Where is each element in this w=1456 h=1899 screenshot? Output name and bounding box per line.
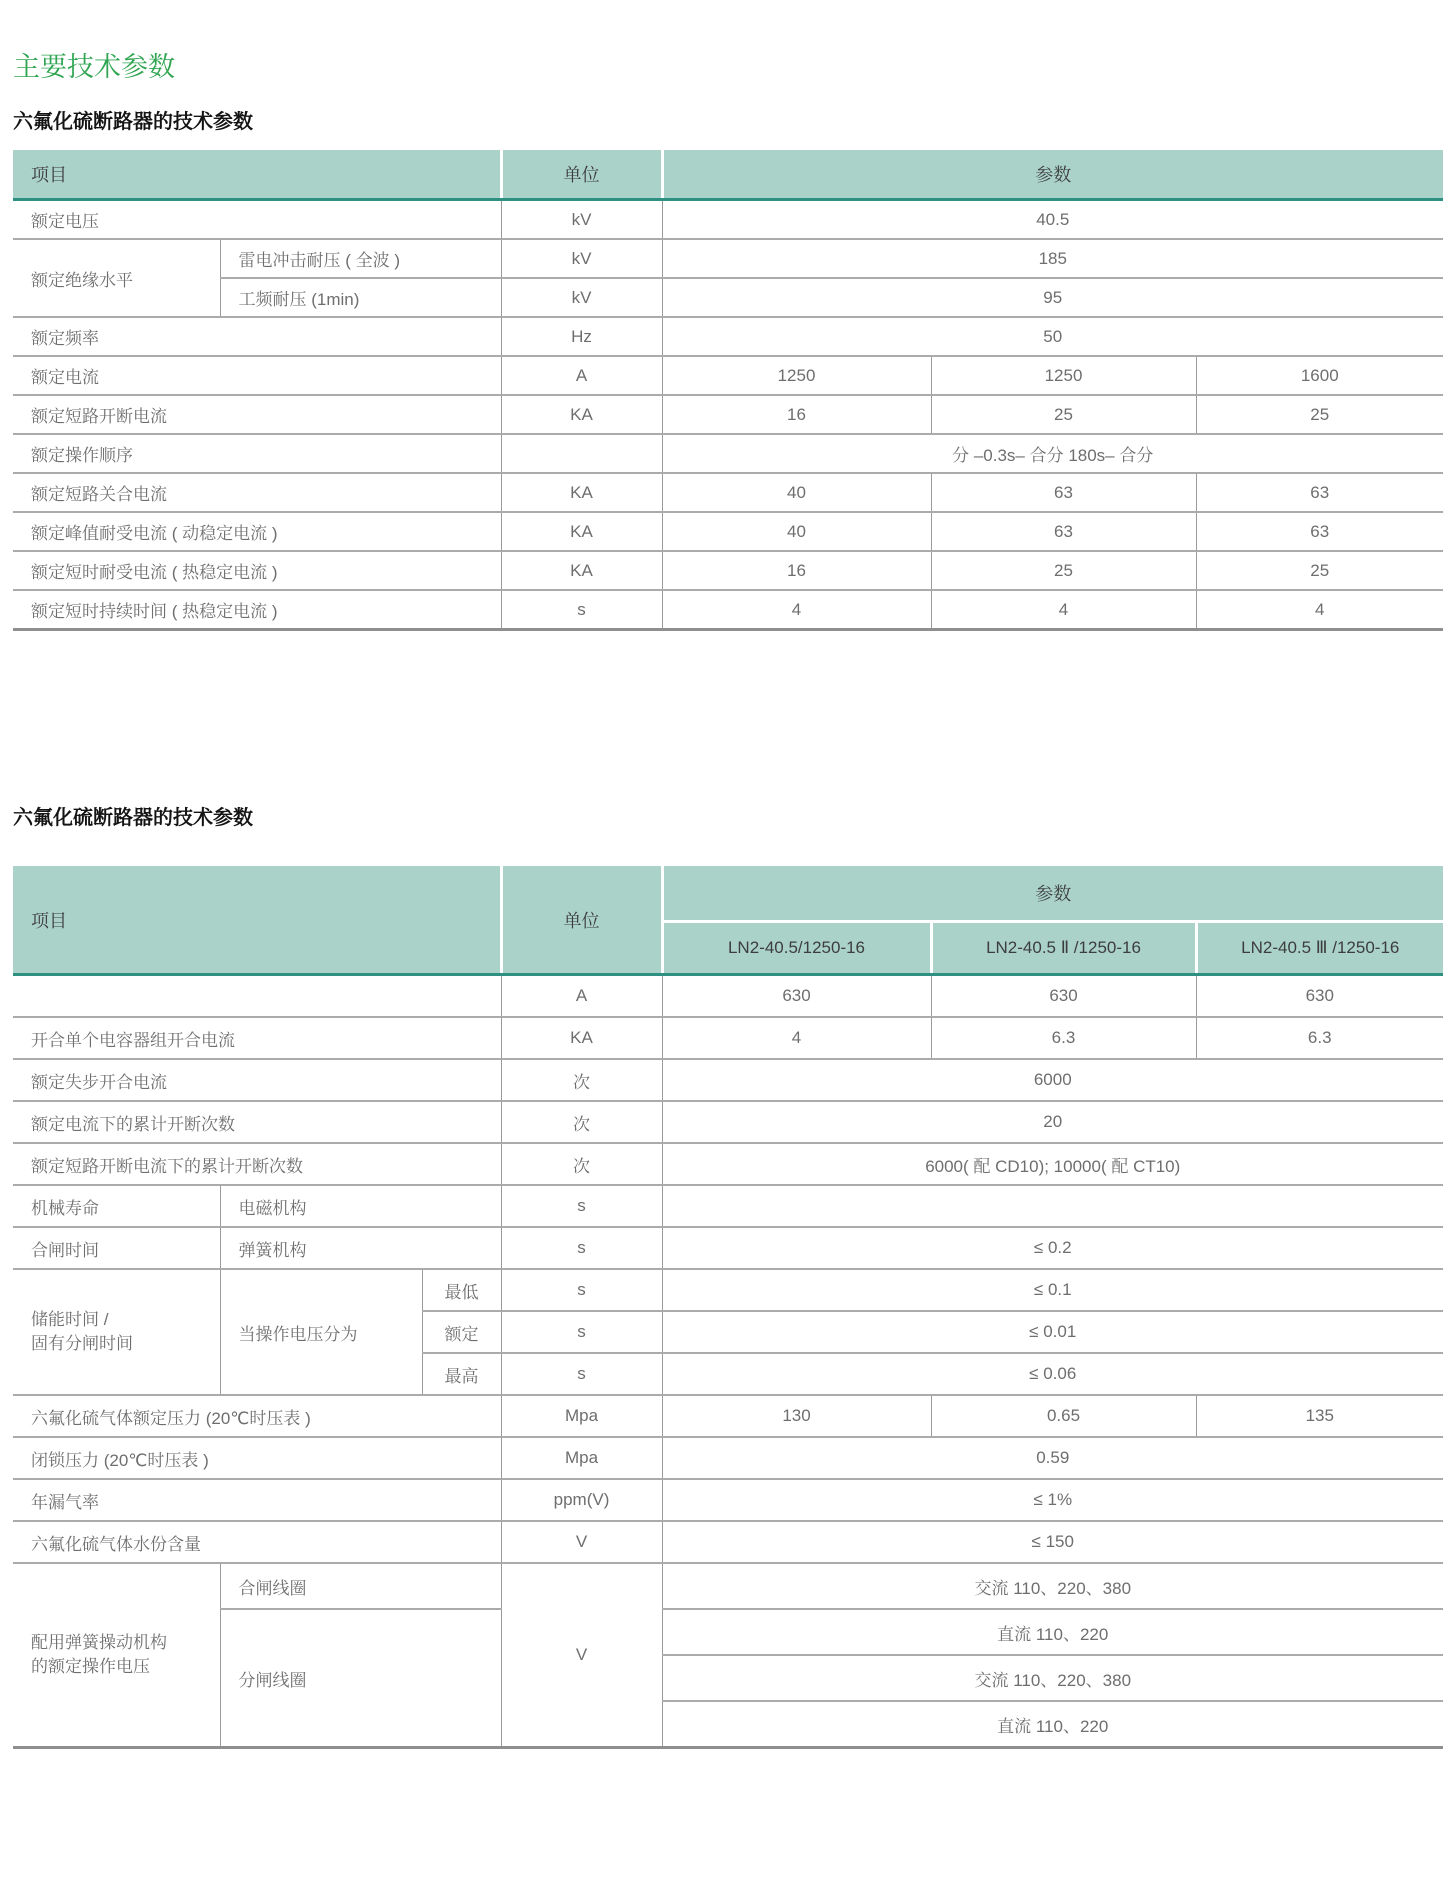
value-cell: 40.5 <box>662 200 1443 240</box>
value-cell: 0.65 <box>931 1395 1196 1437</box>
item-cell: 额定短时持续时间 ( 热稳定电流 ) <box>13 590 501 630</box>
unit-cell: s <box>501 590 662 630</box>
value-cell: 1250 <box>662 356 931 395</box>
value-cell: 1600 <box>1196 356 1443 395</box>
table-row <box>13 1059 1443 1101</box>
value-cell: 6000( 配 CD10); 10000( 配 CT10) <box>662 1143 1443 1185</box>
value-cell: 185 <box>662 239 1443 278</box>
value-cell: 40 <box>662 473 931 512</box>
unit-cell: 次 <box>501 1101 662 1143</box>
sub-item-cell: 电磁机构 <box>220 1185 501 1227</box>
item-cell: 额定电流 <box>13 356 501 395</box>
value-cell: 40 <box>662 512 931 551</box>
sub-item-cell: 弹簧机构 <box>220 1227 501 1269</box>
unit-cell <box>501 434 662 473</box>
value-cell: ≤ 0.06 <box>662 1353 1443 1395</box>
table-row <box>13 1269 1443 1311</box>
value-cell: 6.3 <box>931 1017 1196 1059</box>
unit-cell: Mpa <box>501 1395 662 1437</box>
level-cell: 最高 <box>422 1353 501 1395</box>
column-header-model-2: LN2-40.5 Ⅱ /1250-16 <box>931 922 1196 975</box>
table-row <box>13 551 1443 590</box>
unit-cell: s <box>501 1311 662 1353</box>
coil-cell: 合闸线圈 <box>220 1563 501 1609</box>
table-row <box>13 473 1443 512</box>
item-cell: 额定短路开断电流下的累计开断次数 <box>13 1143 501 1185</box>
value-cell: 4 <box>1196 590 1443 630</box>
table-row <box>13 1479 1443 1521</box>
group-cell <box>13 1563 220 1748</box>
column-header-unit: 单位 <box>501 866 662 975</box>
group-cell <box>13 1269 220 1395</box>
value-cell <box>662 1185 1443 1227</box>
value-cell: ≤ 0.01 <box>662 1311 1443 1353</box>
value-cell: 4 <box>931 590 1196 630</box>
unit-cell: A <box>501 356 662 395</box>
item-cell: 额定短路关合电流 <box>13 473 501 512</box>
table-row <box>13 317 1443 356</box>
item-cell: 额定频率 <box>13 317 501 356</box>
table-row <box>13 1521 1443 1563</box>
group-label-line2: 固有分闸时间 <box>31 1334 133 1353</box>
table-row <box>13 1395 1443 1437</box>
value-cell: ≤ 0.1 <box>662 1269 1443 1311</box>
table-row <box>13 975 1443 1018</box>
value-cell: 135 <box>1196 1395 1443 1437</box>
value-cell: 63 <box>931 473 1196 512</box>
value-cell: ≤ 0.2 <box>662 1227 1443 1269</box>
value-cell: 4 <box>662 1017 931 1059</box>
value-cell: 分 –0.3s– 合分 180s– 合分 <box>662 434 1443 473</box>
table-row <box>13 1101 1443 1143</box>
value-cell: 交流 110、220、380 <box>662 1655 1443 1701</box>
table-row <box>13 1185 1443 1227</box>
item-cell: 年漏气率 <box>13 1479 501 1521</box>
table-row <box>13 590 1443 630</box>
unit-cell: V <box>501 1563 662 1748</box>
group-label-line2: 的额定操作电压 <box>31 1657 150 1676</box>
column-header-item: 项目 <box>13 150 501 200</box>
value-cell: 直流 110、220 <box>662 1701 1443 1748</box>
sf6-breaker-parameters-table-1 <box>13 150 1443 631</box>
value-cell: 95 <box>662 278 1443 317</box>
unit-cell: ppm(V) <box>501 1479 662 1521</box>
unit-cell: 次 <box>501 1059 662 1101</box>
table-row <box>13 1017 1443 1059</box>
value-cell: 16 <box>662 551 931 590</box>
table-row <box>13 239 1443 278</box>
page-title: 主要技术参数 <box>13 52 175 82</box>
unit-cell: KA <box>501 1017 662 1059</box>
column-header-param: 参数 <box>662 150 1443 200</box>
table-row <box>13 1437 1443 1479</box>
table-row <box>13 1609 1443 1655</box>
table-row <box>13 1563 1443 1609</box>
item-cell: 六氟化硫气体水份含量 <box>13 1521 501 1563</box>
item-cell: 开合单个电容器组开合电流 <box>13 1017 501 1059</box>
group-label-line1: 储能时间 / <box>31 1310 109 1329</box>
unit-cell: kV <box>501 278 662 317</box>
value-cell: 50 <box>662 317 1443 356</box>
item-cell: 六氟化硫气体额定压力 (20℃时压表 ) <box>13 1395 501 1437</box>
value-cell: 63 <box>1196 512 1443 551</box>
value-cell: 交流 110、220、380 <box>662 1563 1443 1609</box>
level-cell: 额定 <box>422 1311 501 1353</box>
value-cell: 25 <box>1196 395 1443 434</box>
value-cell: 直流 110、220 <box>662 1609 1443 1655</box>
item-cell: 额定短路开断电流 <box>13 395 501 434</box>
column-header-param: 参数 <box>662 866 1443 922</box>
item-cell: 额定短时耐受电流 ( 热稳定电流 ) <box>13 551 501 590</box>
unit-cell: KA <box>501 512 662 551</box>
value-cell: 25 <box>931 551 1196 590</box>
table1-caption: 六氟化硫断路器的技术参数 <box>13 111 253 133</box>
unit-cell: V <box>501 1521 662 1563</box>
value-cell: 63 <box>931 512 1196 551</box>
table-row <box>13 356 1443 395</box>
table-row <box>13 278 1443 317</box>
unit-cell: KA <box>501 551 662 590</box>
value-cell: 16 <box>662 395 931 434</box>
column-header-item: 项目 <box>13 866 501 975</box>
item-cell: 额定电流下的累计开断次数 <box>13 1101 501 1143</box>
value-cell: 6000 <box>662 1059 1443 1101</box>
value-cell: 63 <box>1196 473 1443 512</box>
table-row <box>13 1227 1443 1269</box>
value-cell: 25 <box>1196 551 1443 590</box>
column-header-unit: 单位 <box>501 150 662 200</box>
unit-cell: s <box>501 1227 662 1269</box>
unit-cell: s <box>501 1269 662 1311</box>
unit-cell: A <box>501 975 662 1018</box>
table-row <box>13 512 1443 551</box>
value-cell: 20 <box>662 1101 1443 1143</box>
unit-cell: Hz <box>501 317 662 356</box>
column-header-model-3: LN2-40.5 Ⅲ /1250-16 <box>1196 922 1443 975</box>
sub-item-cell: 雷电冲击耐压 ( 全波 ) <box>220 239 501 278</box>
page <box>0 50 1456 1749</box>
value-cell: 630 <box>1196 975 1443 1018</box>
value-cell: 4 <box>662 590 931 630</box>
unit-cell: kV <box>501 239 662 278</box>
group-label-line1: 配用弹簧操动机构 <box>31 1633 167 1652</box>
item-cell: 额定操作顺序 <box>13 434 501 473</box>
item-cell: 额定峰值耐受电流 ( 动稳定电流 ) <box>13 512 501 551</box>
value-cell: 0.59 <box>662 1437 1443 1479</box>
unit-cell: 次 <box>501 1143 662 1185</box>
value-cell: 130 <box>662 1395 931 1437</box>
item-cell: 机械寿命 <box>13 1185 220 1227</box>
value-cell: 630 <box>931 975 1196 1018</box>
table-row <box>13 200 1443 240</box>
value-cell: 6.3 <box>1196 1017 1443 1059</box>
value-cell: 1250 <box>931 356 1196 395</box>
item-cell <box>13 975 501 1018</box>
unit-cell: Mpa <box>501 1437 662 1479</box>
group-cell: 额定绝缘水平 <box>13 239 220 317</box>
sub-group-cell: 当操作电压分为 <box>220 1269 422 1395</box>
item-cell: 额定失步开合电流 <box>13 1059 501 1101</box>
sf6-breaker-parameters-table-2 <box>13 866 1443 1749</box>
unit-cell: KA <box>501 395 662 434</box>
column-header-model-1: LN2-40.5/1250-16 <box>662 922 931 975</box>
table-row <box>13 1143 1443 1185</box>
unit-cell: KA <box>501 473 662 512</box>
level-cell: 最低 <box>422 1269 501 1311</box>
table-row <box>13 395 1443 434</box>
value-cell: ≤ 150 <box>662 1521 1443 1563</box>
sub-item-cell: 工频耐压 (1min) <box>220 278 501 317</box>
unit-cell: s <box>501 1185 662 1227</box>
item-cell: 额定电压 <box>13 200 501 240</box>
value-cell: ≤ 1% <box>662 1479 1443 1521</box>
item-cell: 合闸时间 <box>13 1227 220 1269</box>
item-cell: 闭锁压力 (20℃时压表 ) <box>13 1437 501 1479</box>
unit-cell: s <box>501 1353 662 1395</box>
value-cell: 630 <box>662 975 931 1018</box>
table2-caption: 六氟化硫断路器的技术参数 <box>13 807 253 829</box>
coil-cell: 分闸线圈 <box>220 1609 501 1748</box>
table-row <box>13 434 1443 473</box>
value-cell: 25 <box>931 395 1196 434</box>
unit-cell: kV <box>501 200 662 240</box>
